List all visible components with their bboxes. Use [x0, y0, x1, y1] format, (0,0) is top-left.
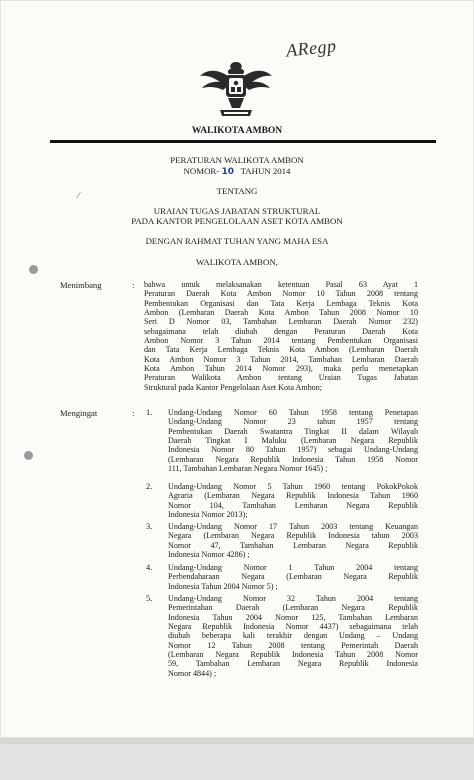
subject-line-2: PADA KANTOR PENGELOLAAN ASET KOTA AMBON	[131, 216, 343, 226]
item-number: 1.	[146, 408, 153, 417]
item-line: (Lembaran Negara Republik Indonesia Tahun 1958 Nomor	[168, 454, 418, 464]
menimbang-colon: :	[132, 280, 135, 290]
item-line: Nomor 12 Tahun 2008 tentang Pemerintah Daerah	[168, 640, 418, 650]
legal-basis-item	[168, 408, 418, 473]
item-line: Daerah Tingkat I Maluku (Lembaran Negara Republik	[168, 436, 418, 446]
about-label: TENTANG	[216, 186, 258, 196]
legal-basis-item	[168, 594, 418, 678]
item-line: Pemerintahan Daerah (Lembaran Negara Republik	[168, 603, 418, 613]
menimbang-line: Peraturan Walikota Ambon tentang Uraian Tugas Jabatan	[144, 373, 418, 383]
menimbang-line: dan Tata Kerja Lembaga Teknis Kota Ambon (Lembaran Daerah	[144, 345, 418, 355]
item-line: 111, Tambahan Lembaran Negara Nomor 1645) ;	[168, 464, 328, 474]
regulation-number	[0, 166, 474, 178]
menimbang-line: Ambon (Lembaran Daerah Kota Ambon Tahun 2008 Nomor 10	[144, 308, 418, 318]
item-line: Agraria (Lembaran Negara Republik Indonesia Tahun 1960	[168, 491, 418, 501]
item-number: 2.	[146, 482, 153, 491]
item-line: Indonesia Nomor 4286) ;	[168, 550, 250, 560]
item-number: 5.	[146, 594, 153, 603]
scan-background	[0, 744, 474, 780]
header-rule	[50, 140, 436, 143]
menimbang-line: sebagaimana telah diubah dengan Peraturan Daerah Kota	[144, 326, 418, 336]
item-line: Undang-Undang Nomor 60 Tahun 1958 tentang Penetapan	[168, 408, 418, 417]
legal-basis-item	[168, 482, 418, 519]
item-line: Perbendaharaan Negara (Lembaran Negara Republik	[168, 572, 418, 582]
item-line: Indonesia Nomor 80 Tahun 1957) sebagai Undang-Undang	[168, 445, 418, 455]
menimbang-label: Menimbang	[60, 280, 102, 290]
regulation-title: PERATURAN WALIKOTA AMBON	[170, 155, 304, 165]
pen-mark: ⁄	[78, 190, 80, 200]
subject-line-1: URAIAN TUGAS JABATAN STRUKTURAL	[153, 206, 321, 216]
item-line: Nomor 104, Tambahan Lembaran Negara Republik	[168, 500, 418, 510]
grace-statement: DENGAN RAHMAT TUHAN YANG MAHA ESA	[145, 236, 329, 246]
mayor-line: WALIKOTA AMBON,	[196, 257, 278, 267]
legal-basis-item	[168, 522, 418, 559]
legal-basis-item	[168, 563, 418, 591]
item-line: Indonesia Nomor 2013);	[168, 510, 248, 520]
item-line: Indonesia Tahun 2004 Nomor 125, Tambahan Lembaran	[168, 612, 418, 622]
regulation-year: TAHUN 2014	[240, 166, 291, 176]
menimbang-line: Kota Ambon Nomor 3 Tahun 2014, Tambahan Lembaran Daerah	[144, 354, 418, 364]
item-line: 59, Tambahan Lembaran Negara Republik Indonesia	[168, 659, 418, 669]
item-line: Undang-Undang Nomor 17 Tahun 2003 tentang Keuangan	[168, 522, 418, 531]
item-line: Nomor 4844) ;	[168, 668, 217, 678]
number-prefix: NOMOR-	[183, 166, 220, 176]
mengingat-colon: :	[132, 408, 135, 418]
item-line: Undang-Undang Nomor 32 Tahun 2004 tentang	[168, 594, 418, 603]
item-line: Negara (Lembaran Negara Republik Indonesia tahun 2003	[168, 531, 418, 541]
menimbang-line: Kota Ambon Tahun 2014 Nomor 293), maka perlu menetapkan	[144, 364, 418, 374]
menimbang-line: Ambon Nomor 3 Tahun 2014 tentang Pembentukan Organisasi	[144, 336, 418, 346]
punch-hole-bottom	[24, 451, 33, 460]
number-value: 10	[221, 167, 234, 177]
item-line: Undang-Undang Nomor 1 Tahun 2004 tentang	[168, 563, 418, 572]
item-line: Pembentukan Daerah Swatantra Tingkat II dalam Wilayah	[168, 426, 418, 436]
handwritten-note: ARegp	[285, 35, 338, 61]
garuda-emblem-icon	[198, 56, 274, 120]
item-number: 3.	[146, 522, 153, 531]
menimbang-line: Struktural pada Kantor Pengelolaan Aset Kota Ambon;	[144, 382, 323, 392]
menimbang-line: Seri D Nomor 03, Tambahan Lembaran Daerah Nomor 232)	[144, 317, 418, 327]
item-line: Nomor 47, Tambahan Lembaran Negara Republik	[168, 540, 418, 550]
official-title: WALIKOTA AMBON	[191, 126, 283, 136]
menimbang-text	[144, 280, 418, 392]
item-line: (Lembaran Negara Republik Indonesia Tahun 2008 Nomor	[168, 650, 418, 660]
item-line: Negara Republik Indonesia Nomor 4437) sebagaimana telah	[168, 622, 418, 632]
item-line: Indonesia Tahun 2004 Nomor 5) ;	[168, 581, 278, 591]
menimbang-line: Peraturan Daerah Kota Ambon Nomor 10 Tahun 2008 tentang	[144, 289, 418, 299]
item-line: Undang-Undang Nomor 5 Tahun 1960 tentang PokokPokok	[168, 482, 418, 491]
menimbang-line: Pembentukan Organisasi dan Tata Kerja Lembaga Teknis Kota	[144, 298, 418, 308]
mengingat-label: Mengingat	[60, 408, 98, 418]
item-line: diubah beberapa kali terakhir dengan Undang – Undang	[168, 631, 418, 641]
item-line: Undang-Undang Nomor 23 tahun 1957 tentang	[168, 417, 418, 427]
menimbang-line: bahwa untuk melaksanakan ketentuan Pasal 63 Ayat 1	[144, 280, 418, 289]
item-number: 4.	[146, 563, 153, 572]
